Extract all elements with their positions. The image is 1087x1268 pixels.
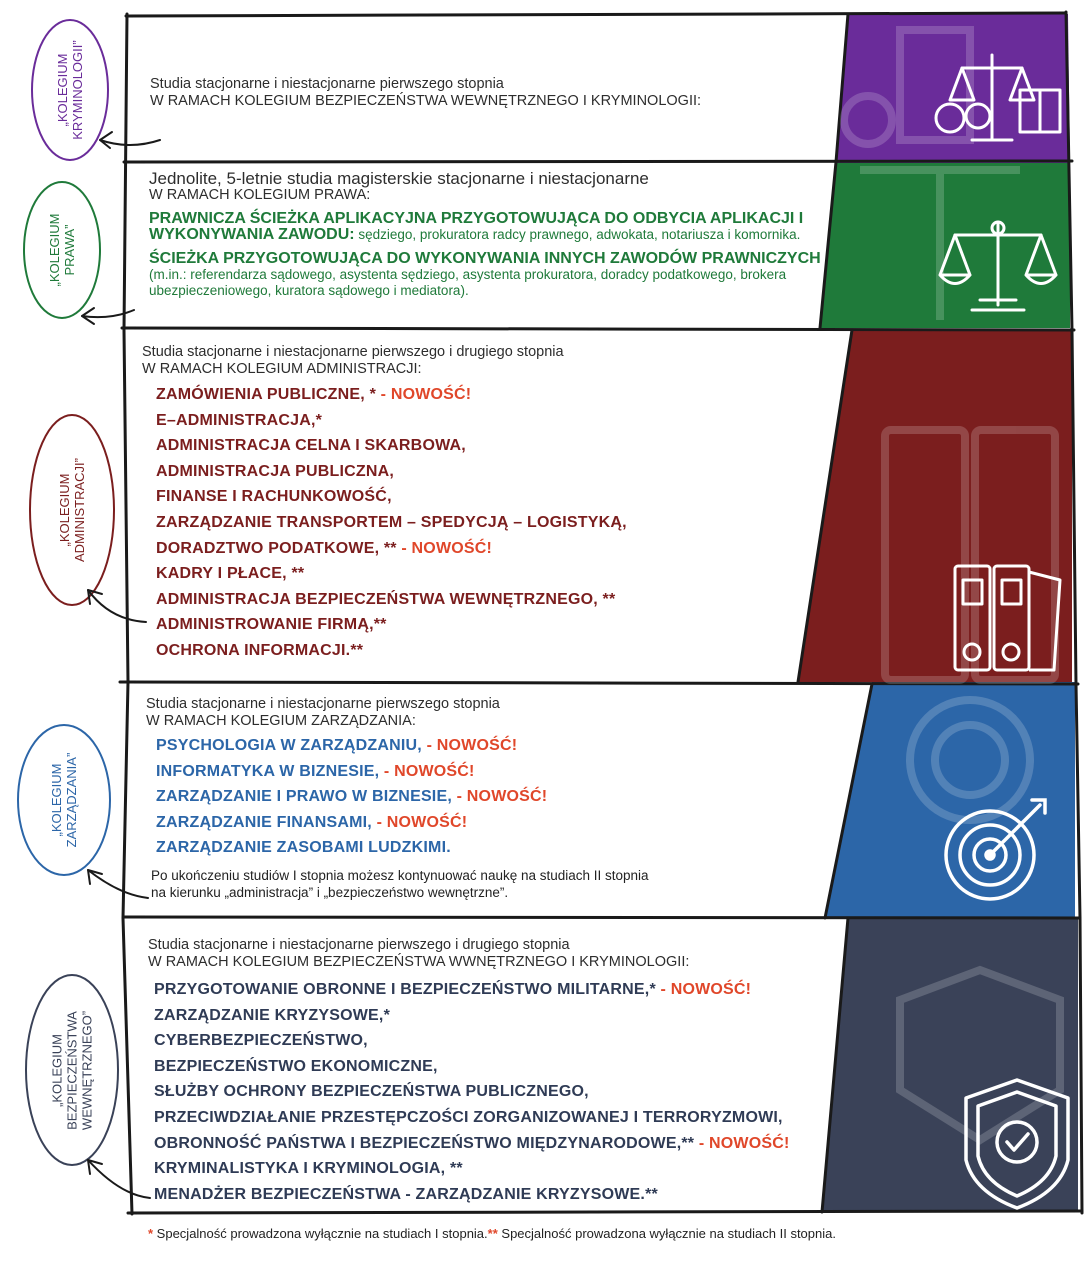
specialization-item — [156, 784, 796, 810]
specialization-item — [156, 810, 796, 836]
section-intro — [148, 937, 828, 971]
specialization-item — [154, 1028, 828, 1054]
specialization-item — [156, 835, 796, 861]
label-zarzadzania — [49, 740, 79, 860]
specialization-name: ZARZĄDZANIE I PRAWO W BIZNESIE, — [156, 788, 452, 806]
specialization-item — [154, 1131, 828, 1157]
specialization-name: PSYCHOLOGIA W ZARZĄDZANIU, — [156, 737, 422, 754]
specialization-item — [156, 561, 792, 587]
specialization-item — [154, 1079, 828, 1105]
intro-line: Studia stacjonarne i niestacjonarne pierwszego stopnia — [146, 696, 500, 712]
label-line: KRYMINOLOGII” — [70, 40, 85, 140]
specialization-item — [156, 382, 792, 408]
path-title: ŚCIEŻKA PRZYGOTOWUJĄCA DO WYKONYWANIA INNYCH ZAWODÓW PRAWNICZYCH — [149, 250, 821, 267]
new-badge: - NOWOŚĆ! — [376, 386, 472, 403]
section-intro — [149, 170, 821, 204]
path-desc: (m.in.: referendarza sądowego, asystenta sędziego, asystenta prokuratora, doradcy podatkowego, brokera ubezpieczeniowego, kuratora sądowego i mediatora). — [149, 267, 787, 298]
new-badge: - NOWOŚĆ! — [371, 813, 468, 831]
panel-green — [820, 163, 1070, 328]
label-line: ZARZĄDZANIA” — [64, 752, 79, 848]
specialization-name: OBRONNOŚĆ PAŃSTWA I BEZPIECZEŃSTWO MIĘDZYNARODOWE,** — [154, 1134, 695, 1152]
footnote-star: ** — [487, 1226, 498, 1241]
specialization-name: OCHRONA INFORMACJI.** — [156, 641, 364, 659]
section-bezpieczenstwa — [148, 937, 828, 1207]
note-line: Po ukończeniu studiów I stopnia możesz kontynuować naukę na studiach II stopnia — [151, 867, 649, 883]
intro-line: W RAMACH KOLEGIUM PRAWA: — [149, 187, 371, 203]
label-line: „KOLEGIUM — [57, 473, 72, 547]
label-line: „KOLEGIUM — [47, 213, 62, 287]
specialization-name: ZARZĄDZANIE ZASOBAMI LUDZKIMI. — [156, 839, 451, 857]
intro-line: Studia stacjonarne i niestacjonarne pierwszego i drugiego stopnia — [148, 937, 570, 953]
specialization-name: ZAMÓWIENIA PUBLICZNE, * — [156, 386, 376, 403]
specialization-name: KADRY I PŁACE, ** — [156, 565, 305, 583]
panel-navy — [822, 918, 1078, 1212]
specialization-item — [154, 1182, 828, 1208]
specialization-item — [154, 1054, 828, 1080]
panel-maroon — [798, 330, 1072, 682]
intro-line: W RAMACH KOLEGIUM BEZPIECZEŃSTWA WEWNĘTRZNEGO I KRYMINOLOGII: — [150, 93, 702, 109]
label-kryminologii — [55, 32, 85, 148]
specialization-item — [156, 759, 796, 785]
intro-line: Studia stacjonarne i niestacjonarne pierwszego stopnia — [150, 76, 504, 92]
specialization-name: PRZECIWDZIAŁANIE PRZESTĘPCZOŚCI ZORGANIZOWANEJ I TERRORYZMOWI, — [154, 1108, 783, 1126]
specialization-list — [156, 382, 792, 664]
specialization-name: E–ADMINISTRACJA,* — [156, 411, 323, 429]
specialization-item — [156, 733, 796, 759]
path-title: PRAWNICZA ŚCIEŻKA APLIKACYJNA PRZYGOTOWUJĄCA DO ODBYCIA APLIKACJI I WYKONYWANIA ZAWODU: — [149, 210, 804, 243]
footnote — [148, 1226, 836, 1241]
specialization-item — [154, 1105, 828, 1131]
specialization-name: BEZPIECZEŃSTWO EKONOMICZNE, — [154, 1057, 438, 1075]
continuation-note — [151, 867, 796, 901]
specialization-name: CYBERBEZPIECZEŃSTWO, — [154, 1032, 368, 1050]
label-line: PRAWA” — [62, 224, 77, 276]
label-line: BEZPIECZEŃSTWA — [64, 1011, 80, 1130]
label-prawa — [47, 200, 77, 300]
specialization-name: ADMINISTROWANIE FIRMĄ,** — [156, 616, 387, 634]
label-line: „KOLEGIUM — [49, 1034, 65, 1107]
specialization-name: ADMINISTRACJA CELNA I SKARBOWA, — [156, 437, 466, 455]
section-intro — [146, 696, 796, 730]
specialization-item — [156, 484, 792, 510]
path-desc: sędziego, prokuratora radcy prawnego, adwokata, notariusza i komornika. — [354, 227, 801, 242]
footnote-text: Specjalność prowadzona wyłącznie na studiach I stopnia. — [153, 1226, 488, 1241]
specialization-item — [156, 536, 792, 562]
path-aplikacyjna — [149, 211, 821, 243]
footnote-text: Specjalność prowadzona wyłącznie na studiach II stopnia. — [497, 1226, 836, 1241]
section-prawa — [149, 170, 821, 299]
label-line: ADMINISTRACJI” — [72, 458, 87, 562]
specialization-item — [156, 408, 792, 434]
intro-line: Jednolite, 5-letnie studia magisterskie stacjonarne i niestacjonarne — [149, 169, 649, 188]
specialization-item — [154, 1003, 828, 1029]
intro-line: W RAMACH KOLEGIUM ZARZĄDZANIA: — [146, 713, 416, 729]
specialization-item — [156, 612, 792, 638]
specialization-list — [154, 977, 828, 1207]
new-badge: - NOWOŚĆ! — [396, 539, 493, 557]
specialization-name: KRYMINALISTYKA I KRYMINOLOGIA, ** — [154, 1160, 463, 1178]
specialization-item — [156, 459, 792, 485]
specialization-item — [156, 433, 792, 459]
new-badge: - NOWOŚĆ! — [655, 981, 752, 998]
note-line: na kierunku „administracja” i „bezpieczeństwo wewnętrzne”. — [151, 884, 509, 900]
path-inne-zawody — [149, 251, 821, 299]
specialization-item — [154, 1156, 828, 1182]
specialization-name: MENADŻER BEZPIECZEŃSTWA - ZARZĄDZANIE KRYZYSOWE.** — [154, 1185, 658, 1203]
specialization-name: DORADZTWO PODATKOWE, ** — [156, 539, 397, 557]
specialization-item — [156, 587, 792, 613]
specialization-name: PRZYGOTOWANIE OBRONNE I BEZPIECZEŃSTWO MILITARNE,* — [154, 981, 656, 998]
label-administracji — [57, 438, 87, 582]
specialization-name: SŁUŻBY OCHRONY BEZPIECZEŃSTWA PUBLICZNEGO, — [154, 1083, 589, 1101]
intro-line: W RAMACH KOLEGIUM BEZPIECZEŃSTWA WWNĘTRZNEGO I KRYMINOLOGII: — [148, 954, 690, 970]
section-intro — [142, 344, 792, 378]
label-line: „KOLEGIUM — [55, 53, 70, 127]
section-kryminologii — [150, 76, 830, 110]
new-badge: - NOWOŚĆ! — [379, 762, 475, 780]
specialization-name: FINANSE I RACHUNKOWOŚĆ, — [156, 488, 392, 506]
intro-line: Studia stacjonarne i niestacjonarne pierwszego i drugiego stopnia — [142, 344, 564, 360]
new-badge: - NOWOŚĆ! — [451, 788, 548, 806]
specialization-name: ZARZĄDZANIE KRYZYSOWE,* — [154, 1006, 391, 1024]
specialization-name: ADMINISTRACJA BEZPIECZEŃSTWA WEWNĘTRZNEGO, ** — [156, 590, 616, 608]
label-bezpieczenstwa — [50, 1003, 95, 1139]
label-line: WEWNĘTRZNEGO” — [79, 1010, 95, 1131]
section-administracji — [142, 344, 792, 664]
specialization-name: ZARZĄDZANIE TRANSPORTEM – SPEDYCJĄ – LOGISTYKĄ, — [156, 513, 627, 531]
new-badge: - NOWOŚĆ! — [421, 737, 518, 754]
section-intro — [150, 76, 830, 110]
specialization-list — [156, 733, 796, 861]
label-line: „KOLEGIUM — [49, 763, 64, 837]
intro-line: W RAMACH KOLEGIUM ADMINISTRACJI: — [142, 361, 422, 377]
new-badge: - NOWOŚĆ! — [694, 1134, 790, 1152]
specialization-name: ZARZĄDZANIE FINANSAMI, — [156, 813, 372, 831]
specialization-name: INFORMATYKA W BIZNESIE, — [156, 762, 380, 780]
specialization-item — [156, 638, 792, 664]
specialization-item — [156, 510, 792, 536]
section-zarzadzania — [146, 696, 796, 901]
footnote-star: * — [148, 1226, 154, 1241]
specialization-item — [154, 977, 828, 1003]
specialization-name: ADMINISTRACJA PUBLICZNA, — [156, 462, 394, 480]
